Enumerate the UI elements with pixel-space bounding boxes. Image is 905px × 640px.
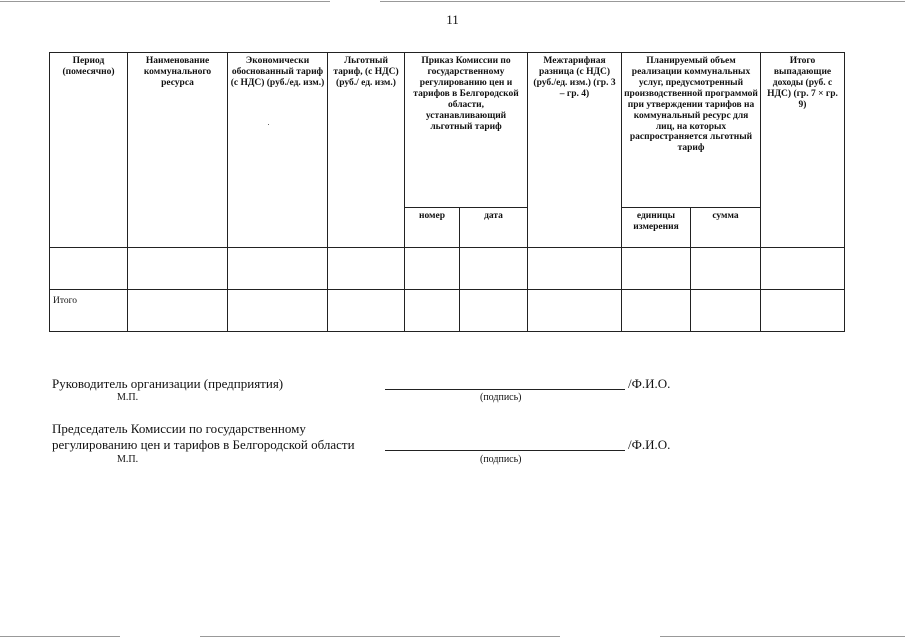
table-row-total xyxy=(50,290,845,332)
table-cell xyxy=(691,290,761,332)
subheader-amount: сумма xyxy=(691,208,761,248)
table-cell xyxy=(691,248,761,290)
table-cell xyxy=(405,248,460,290)
header-intertariff-difference: Межтарифная разница (с НДС) (руб./ед. изм.) (гр. 3 – гр. 4) xyxy=(528,53,622,248)
table-cell xyxy=(228,290,328,332)
table-cell xyxy=(128,248,228,290)
table-cell xyxy=(761,290,845,332)
chair-signature-line xyxy=(385,450,625,451)
commission-chair-label-line1: Председатель Комиссии по государственному xyxy=(52,421,306,436)
table-cell xyxy=(405,290,460,332)
header-total-lost-income: Итого выпадающие доходы (руб. с НДС) (гр. 7 × гр. 9) xyxy=(761,53,845,248)
table-cell xyxy=(528,248,622,290)
scan-speck xyxy=(268,124,269,125)
table-cell xyxy=(460,248,528,290)
page-number: 11 xyxy=(446,12,459,27)
table-cell xyxy=(228,248,328,290)
top-scan-rule-left xyxy=(0,1,330,2)
bottom-scan-rule-right xyxy=(660,636,905,637)
subheader-units: единицы измерения xyxy=(622,208,691,248)
head-signature-line xyxy=(385,389,625,390)
table-cell xyxy=(328,248,405,290)
head-fio: /Ф.И.О. xyxy=(628,376,671,391)
bottom-scan-rule-left xyxy=(0,636,120,637)
header-preferential-tariff: Льготный тариф, (с НДС) (руб./ ед. изм.) xyxy=(328,53,405,248)
total-row-label: Итого xyxy=(50,290,128,332)
top-scan-rule-right xyxy=(380,1,905,2)
commission-chair-label-line2: регулированию цен и тарифов в Белгородской области xyxy=(52,437,355,452)
bottom-scan-rule-mid xyxy=(200,636,560,637)
header-economic-tariff: Экономически обоснованный тариф (с НДС) (руб./ед. изм.) xyxy=(228,53,328,248)
table-cell xyxy=(528,290,622,332)
table-cell xyxy=(128,290,228,332)
stamp-label-1: М.П. xyxy=(117,392,139,403)
signature-caption-2: (подпись) xyxy=(480,454,522,465)
table-cell xyxy=(622,248,691,290)
subheader-number: номер xyxy=(405,208,460,248)
chair-fio: /Ф.И.О. xyxy=(628,437,671,452)
table-cell xyxy=(50,248,128,290)
table-cell xyxy=(460,290,528,332)
header-planned-volume: Планируемый объем реализации коммунальных услуг, предусмотренный производственной программой при утверждении тарифов на коммунальный ресурс для лиц, на которых распространяется льготный тариф xyxy=(622,53,761,208)
subheader-date: дата xyxy=(460,208,528,248)
header-commission-order: Приказ Комиссии по государственному регулированию цен и тарифов в Белгородской области, устанавливающий льготный тариф xyxy=(405,53,528,208)
lost-income-table xyxy=(49,52,845,332)
table-cell xyxy=(761,248,845,290)
header-resource: Наименование коммунального ресурса xyxy=(128,53,228,248)
table-cell xyxy=(328,290,405,332)
header-period: Период (помесячно) xyxy=(50,53,128,248)
signature-caption-1: (подпись) xyxy=(480,392,522,403)
head-of-organization-label: Руководитель организации (предприятия) xyxy=(52,376,284,391)
stamp-label-2: М.П. xyxy=(117,454,139,465)
table-row xyxy=(50,248,845,290)
table-cell xyxy=(622,290,691,332)
